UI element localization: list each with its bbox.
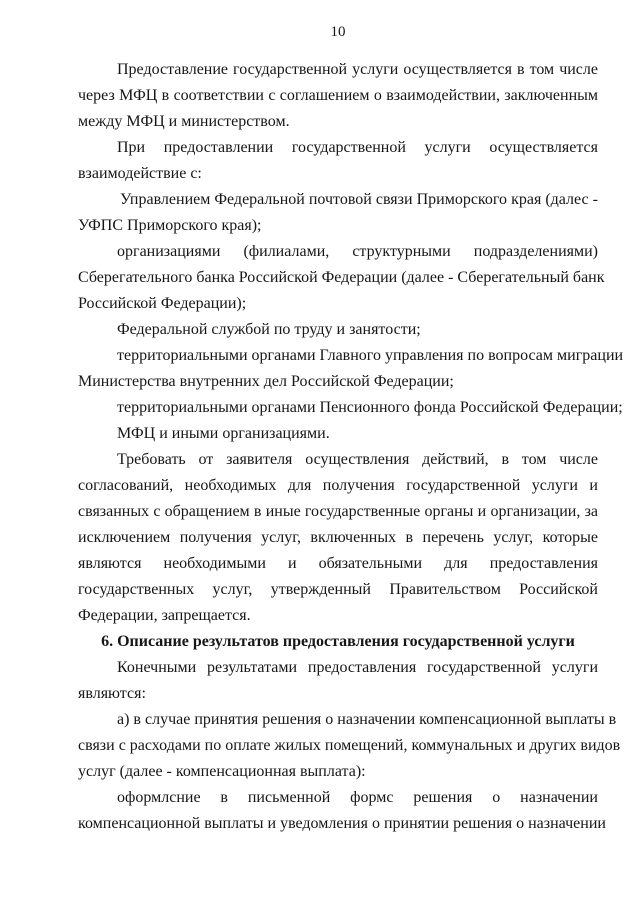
- text-line: исключением получения услуг, включенных в перечень услуг, которые: [78, 529, 598, 546]
- text-line: организациями (филиалами, структурными подразделениями): [117, 243, 598, 260]
- text-line: территориальными органами Главного управления по вопросам миграции: [117, 347, 624, 364]
- text-line: а) в случае принятия решения о назначении компенсационной выплаты в: [117, 711, 617, 728]
- document-body: [78, 57, 624, 837]
- text-line: Министерства внутренних дел Российской Федерации;: [78, 373, 454, 390]
- paragraph: [78, 707, 621, 785]
- text-line: Сберегательного банка Российской Федерации (далее - Сберегательный банк: [78, 269, 605, 286]
- text-line: связанных с обращением в иные государственные органы и организации, за: [78, 503, 598, 520]
- text-line: являются:: [78, 685, 146, 702]
- text-line: между МФЦ и министерством.: [78, 113, 290, 130]
- text-line: Федерации, запрещается.: [78, 607, 251, 624]
- text-line: взаимодействие с:: [78, 165, 202, 182]
- text-line: связи с расходами по оплате жилых помещений, коммунальных и других видов: [78, 737, 621, 754]
- paragraph: [78, 785, 606, 837]
- paragraph: [78, 447, 598, 629]
- text-line: являются необходимыми и обязательными для предоставления: [78, 555, 598, 572]
- text-line: территориальными органами Пенсионного фонда Российской Федерации;: [117, 399, 623, 416]
- text-line: Требовать от заявителя осуществления действий, в том числе: [117, 451, 598, 468]
- paragraph: [78, 135, 598, 187]
- text-line: МФЦ и иными организациями.: [117, 425, 330, 442]
- paragraph: [78, 655, 598, 707]
- page-number: 10: [330, 24, 346, 40]
- list-item: [78, 395, 623, 421]
- text-line: согласований, необходимых для получения государственной услуги и: [78, 477, 598, 494]
- text-line: через МФЦ в соответствии с соглашением о взаимодействии, заключенным: [78, 87, 598, 104]
- list-item: [78, 239, 605, 317]
- list-item: [78, 187, 598, 239]
- text-line: услуг (далее - компенсационная выплата):: [78, 763, 366, 780]
- text-line: Федеральной службой по труду и занятости;: [117, 321, 421, 338]
- text-line: Предоставление государственной услуги осуществляется в том числе: [117, 61, 598, 78]
- text-line: оформлсние в письменной формс решения о назначении: [117, 789, 598, 806]
- text-line: Конечными результатами предоставления государственной услуги: [117, 659, 598, 676]
- text-line: государственных услуг, утвержденный Правительством Российской: [78, 581, 598, 598]
- text-line: Управлением Федеральной почтовой связи Приморского края (далес -: [120, 191, 598, 208]
- section-heading: 6. Описание результатов предоставления государственной услуги: [101, 633, 575, 650]
- text-line: При предоставлении государственной услуги осуществляется: [117, 139, 598, 156]
- list-item: [78, 421, 598, 447]
- text-line: УФПС Приморского края);: [78, 217, 262, 234]
- paragraph: [78, 57, 598, 135]
- text-line: Российской Федерации);: [78, 295, 247, 312]
- list-item: [78, 317, 598, 343]
- list-item: [78, 343, 624, 395]
- text-line: компенсационной выплаты и уведомления о принятии решения о назначении: [78, 815, 606, 832]
